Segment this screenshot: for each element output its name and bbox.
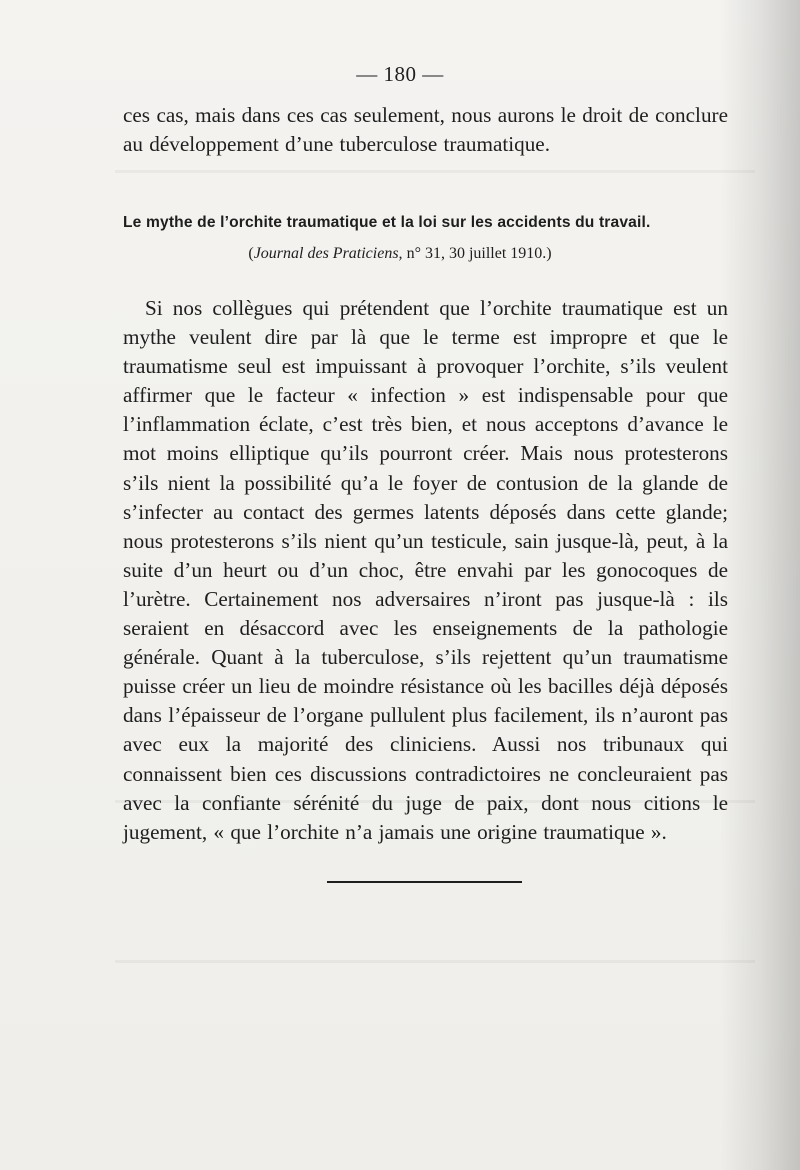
intro-paragraph-block <box>123 101 728 159</box>
body-paragraph: Si nos collègues qui prétendent que l’orchite traumatique est un mythe veulent dire par là que le terme est impropre et que le traumatisme seul est impuissant à provoquer l’orchite, s’ils veulent affirmer que le facteur « infection » est indispensable pour que l’inflammation éclate, c’est très bien, et nous acceptons d’avance le mot moins elliptique qu’ils pourront créer. Mais nous protesterons s’ils nient la possibilité qu’a le foyer de contusion de la glande de s’infecter au contact des germes latents déposés dans cette glande; nous protesterons s’ils nient qu’un testicule, sain jusque-là, peut, à la suite d’un heurt ou d’un choc, être envahi par les gonocoques de l’urètre. Certainement nos adversaires n’iront pas jusque-là : ils seraient en désaccord avec les enseignements de la pathologie générale. Quant à la tuberculose, s’ils rejettent qu’un traumatisme puisse créer un lieu de moindre résistance où les bacilles déjà déposés dans l’épaisseur de l’organe pullulent plus facilement, ils n’auront pas avec eux la majorité des cliniciens. Aussi nos tribunaux qui connaissent bien ces discussions contradictoires ne concleuraient pas avec la confiante sérénité du juge de paix, dont nous citions le jugement, « que l’orchite n’a jamais une origine traumatique ». <box>123 296 728 844</box>
source-journal: Journal des Praticiens, <box>253 245 403 262</box>
body-paragraph-block <box>123 294 728 847</box>
bleed-through-mark <box>115 960 755 963</box>
section-divider-rule <box>327 881 522 883</box>
source-citation <box>0 243 800 265</box>
page-number: — 180 — <box>356 62 444 86</box>
source-open-paren: ( <box>248 245 254 262</box>
source-details: n° 31, 30 juillet 1910.) <box>402 245 552 262</box>
article-title: Le mythe de l’orchite traumatique et la loi sur les accidents du travail. <box>123 214 651 231</box>
intro-paragraph: ces cas, mais dans ces cas seulement, nous aurons le droit de conclure au développement d’une tuberculose traumatique. <box>123 103 728 157</box>
bleed-through-mark <box>115 170 755 173</box>
